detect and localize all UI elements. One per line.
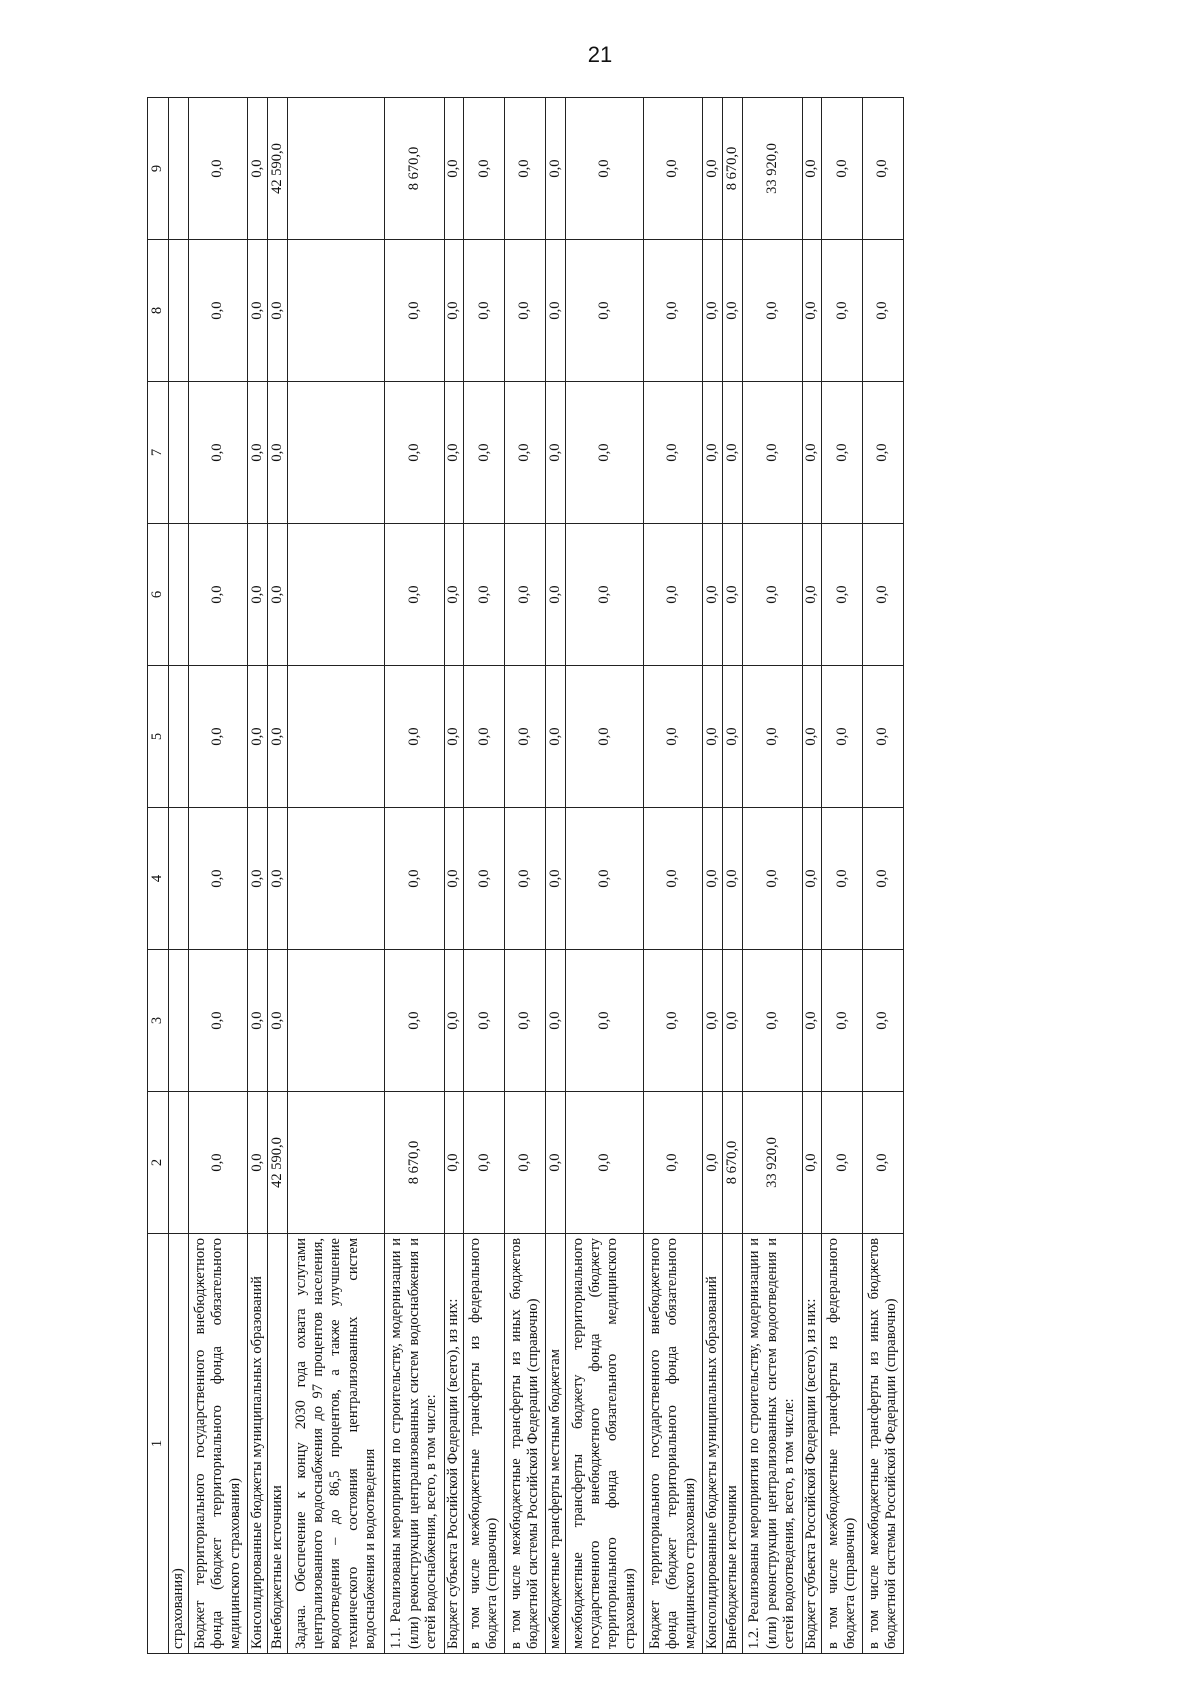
value-cell <box>169 240 189 382</box>
value-cell: 0,0 <box>822 666 863 808</box>
value-cell: 0,0 <box>248 1092 268 1234</box>
value-cell: 0,0 <box>723 240 743 382</box>
value-cell: 0,0 <box>188 1092 248 1234</box>
table-row <box>545 98 565 1654</box>
value-cell: 0,0 <box>802 666 822 808</box>
row-label: в том числе межбюджетные трансферты из федерального бюджета (справочно) <box>822 1234 863 1654</box>
value-cell: 0,0 <box>863 240 904 382</box>
row-label: Бюджет территориального государственного внебюджетного фонда (бюджет территориального фонда обязательного медицинского страхования) <box>188 1234 248 1654</box>
value-cell: 0,0 <box>505 382 546 524</box>
value-cell: 0,0 <box>802 950 822 1092</box>
value-cell: 0,0 <box>643 98 703 240</box>
value-cell: 0,0 <box>565 666 643 808</box>
column-header: 6 <box>148 524 169 666</box>
value-cell: 42 590,0 <box>268 1092 288 1234</box>
table-row <box>505 98 546 1654</box>
value-cell: 0,0 <box>863 524 904 666</box>
value-cell: 0,0 <box>188 524 248 666</box>
value-cell: 0,0 <box>505 666 546 808</box>
column-header: 4 <box>148 808 169 950</box>
value-cell: 8 670,0 <box>723 98 743 240</box>
row-label: межбюджетные трансферты бюджету территориального государственного внебюджетного фонда (бюджету территориального фонда обязательного медицинского страхования) <box>565 1234 643 1654</box>
value-cell: 0,0 <box>444 808 464 950</box>
value-cell: 0,0 <box>643 1092 703 1234</box>
value-cell: 0,0 <box>385 240 445 382</box>
value-cell: 0,0 <box>863 1092 904 1234</box>
table-row <box>268 98 288 1654</box>
row-label: Бюджет субъекта Российской Федерации (всего), из них: <box>802 1234 822 1654</box>
value-cell: 0,0 <box>188 808 248 950</box>
value-cell: 0,0 <box>464 382 505 524</box>
value-cell: 0,0 <box>565 98 643 240</box>
column-header: 9 <box>148 98 169 240</box>
value-cell: 0,0 <box>863 666 904 808</box>
value-cell: 0,0 <box>643 950 703 1092</box>
value-cell: 0,0 <box>743 950 803 1092</box>
value-cell: 33 920,0 <box>743 98 803 240</box>
value-cell: 0,0 <box>743 666 803 808</box>
value-cell: 0,0 <box>545 950 565 1092</box>
column-header: 5 <box>148 666 169 808</box>
value-cell: 0,0 <box>505 240 546 382</box>
value-cell: 0,0 <box>802 1092 822 1234</box>
value-cell: 0,0 <box>385 950 445 1092</box>
value-cell: 8 670,0 <box>723 1092 743 1234</box>
row-label: 1.1. Реализованы мероприятия по строительству, модернизации и (или) реконструкции централизованных систем водоснабжения и сетей водоснабжения, всего, в том числе: <box>385 1234 445 1654</box>
table-row <box>464 98 505 1654</box>
value-cell: 0,0 <box>545 240 565 382</box>
value-cell: 0,0 <box>703 382 723 524</box>
value-cell: 0,0 <box>464 666 505 808</box>
value-cell: 0,0 <box>703 524 723 666</box>
value-cell: 0,0 <box>188 382 248 524</box>
table-row <box>723 98 743 1654</box>
value-cell: 0,0 <box>743 240 803 382</box>
row-label: в том числе межбюджетные трансферты из иных бюджетов бюджетной системы Российской Федерации (справочно) <box>863 1234 904 1654</box>
value-cell: 0,0 <box>723 524 743 666</box>
table-row <box>385 98 445 1654</box>
value-cell: 0,0 <box>444 950 464 1092</box>
value-cell: 0,0 <box>248 240 268 382</box>
value-cell: 0,0 <box>444 98 464 240</box>
row-label: межбюджетные трансферты местным бюджетам <box>545 1234 565 1654</box>
value-cell: 0,0 <box>385 808 445 950</box>
row-label: страхования) <box>169 1234 189 1654</box>
value-cell <box>169 666 189 808</box>
value-cell <box>169 1092 189 1234</box>
value-cell: 0,0 <box>863 382 904 524</box>
value-cell: 0,0 <box>863 808 904 950</box>
value-cell: 0,0 <box>188 240 248 382</box>
value-cell: 0,0 <box>565 950 643 1092</box>
value-cell: 0,0 <box>248 382 268 524</box>
value-cell: 0,0 <box>703 240 723 382</box>
column-header: 3 <box>148 950 169 1092</box>
table-row <box>743 98 803 1654</box>
value-cell <box>287 950 384 1092</box>
value-cell: 0,0 <box>464 240 505 382</box>
row-label: в том числе межбюджетные трансферты из федерального бюджета (справочно) <box>464 1234 505 1654</box>
value-cell: 0,0 <box>385 524 445 666</box>
value-cell: 0,0 <box>188 98 248 240</box>
row-label: в том числе межбюджетные трансферты из иных бюджетов бюджетной системы Российской Федерации (справочно) <box>505 1234 546 1654</box>
value-cell: 0,0 <box>444 666 464 808</box>
value-cell: 0,0 <box>565 382 643 524</box>
page-number: 21 <box>587 42 613 67</box>
row-label: Внебюджетные источники <box>723 1234 743 1654</box>
value-cell: 0,0 <box>385 666 445 808</box>
value-cell: 0,0 <box>643 524 703 666</box>
value-cell: 0,0 <box>505 524 546 666</box>
value-cell: 0,0 <box>268 808 288 950</box>
value-cell <box>287 524 384 666</box>
value-cell <box>287 240 384 382</box>
value-cell: 0,0 <box>545 808 565 950</box>
value-cell <box>287 666 384 808</box>
value-cell: 0,0 <box>723 808 743 950</box>
column-header: 7 <box>148 382 169 524</box>
value-cell: 0,0 <box>565 1092 643 1234</box>
value-cell: 0,0 <box>188 950 248 1092</box>
table-row <box>248 98 268 1654</box>
row-label: 1.2. Реализованы мероприятия по строительству, модернизации и (или) реконструкции централизованных систем водоотведения и сетей водоотведения, всего, в том числе: <box>743 1234 803 1654</box>
value-cell: 0,0 <box>643 666 703 808</box>
value-cell: 0,0 <box>268 240 288 382</box>
value-cell: 0,0 <box>505 808 546 950</box>
value-cell: 0,0 <box>723 666 743 808</box>
value-cell <box>169 950 189 1092</box>
value-cell: 0,0 <box>802 524 822 666</box>
table-row <box>444 98 464 1654</box>
table-body <box>169 98 904 1654</box>
table-row <box>863 98 904 1654</box>
value-cell: 0,0 <box>248 666 268 808</box>
value-cell <box>169 524 189 666</box>
value-cell: 0,0 <box>268 666 288 808</box>
value-cell: 0,0 <box>863 950 904 1092</box>
value-cell: 0,0 <box>743 808 803 950</box>
value-cell <box>169 98 189 240</box>
value-cell: 0,0 <box>444 524 464 666</box>
value-cell: 0,0 <box>385 382 445 524</box>
row-label: Задача. Обеспечение к концу 2030 года охвата услугами централизованного водоснабжения до 97 процентов населения, водоотведения – до 86,5 процентов, а также улучшение технического состояния централизованных систем водоснабжения и водоотведения <box>287 1234 384 1654</box>
value-cell: 0,0 <box>822 950 863 1092</box>
value-cell <box>287 98 384 240</box>
value-cell: 0,0 <box>643 240 703 382</box>
column-header: 8 <box>148 240 169 382</box>
value-cell: 0,0 <box>723 382 743 524</box>
value-cell: 0,0 <box>863 98 904 240</box>
value-cell: 0,0 <box>565 808 643 950</box>
value-cell: 0,0 <box>444 382 464 524</box>
value-cell: 0,0 <box>545 1092 565 1234</box>
value-cell: 0,0 <box>464 950 505 1092</box>
value-cell: 0,0 <box>822 382 863 524</box>
value-cell: 0,0 <box>248 950 268 1092</box>
value-cell: 0,0 <box>643 808 703 950</box>
value-cell: 0,0 <box>248 98 268 240</box>
value-cell: 0,0 <box>802 240 822 382</box>
value-cell: 8 670,0 <box>385 98 445 240</box>
budget-table <box>147 97 904 1654</box>
value-cell: 0,0 <box>248 524 268 666</box>
value-cell: 0,0 <box>723 950 743 1092</box>
row-label: Внебюджетные источники <box>268 1234 288 1654</box>
value-cell: 0,0 <box>743 382 803 524</box>
value-cell: 0,0 <box>464 1092 505 1234</box>
value-cell: 0,0 <box>444 240 464 382</box>
table-row <box>169 98 189 1654</box>
value-cell: 0,0 <box>802 98 822 240</box>
value-cell: 0,0 <box>505 98 546 240</box>
rotated-table-container <box>147 98 904 1654</box>
value-cell: 0,0 <box>822 808 863 950</box>
value-cell: 0,0 <box>188 666 248 808</box>
column-header: 2 <box>148 1092 169 1234</box>
value-cell: 0,0 <box>703 666 723 808</box>
table-row <box>643 98 703 1654</box>
value-cell <box>169 808 189 950</box>
table-row <box>802 98 822 1654</box>
value-cell: 0,0 <box>444 1092 464 1234</box>
table-row <box>822 98 863 1654</box>
value-cell: 0,0 <box>545 666 565 808</box>
value-cell: 0,0 <box>703 1092 723 1234</box>
row-label: Бюджет субъекта Российской Федерации (всего), из них: <box>444 1234 464 1654</box>
value-cell <box>287 808 384 950</box>
value-cell: 0,0 <box>268 382 288 524</box>
table-row <box>188 98 248 1654</box>
value-cell: 0,0 <box>545 524 565 666</box>
value-cell: 0,0 <box>268 950 288 1092</box>
column-number-row <box>148 98 169 1654</box>
value-cell: 0,0 <box>822 98 863 240</box>
value-cell: 0,0 <box>545 382 565 524</box>
value-cell: 0,0 <box>743 524 803 666</box>
value-cell: 0,0 <box>703 98 723 240</box>
value-cell: 0,0 <box>505 1092 546 1234</box>
value-cell <box>287 1092 384 1234</box>
value-cell: 0,0 <box>268 524 288 666</box>
value-cell: 0,0 <box>643 382 703 524</box>
value-cell: 0,0 <box>822 1092 863 1234</box>
value-cell: 0,0 <box>248 808 268 950</box>
value-cell: 0,0 <box>565 524 643 666</box>
value-cell: 0,0 <box>703 808 723 950</box>
value-cell: 0,0 <box>464 808 505 950</box>
value-cell: 0,0 <box>703 950 723 1092</box>
column-header: 1 <box>148 1234 169 1654</box>
value-cell: 0,0 <box>565 240 643 382</box>
value-cell: 0,0 <box>802 382 822 524</box>
row-label: Консолидированные бюджеты муниципальных образований <box>248 1234 268 1654</box>
value-cell: 0,0 <box>822 524 863 666</box>
value-cell: 42 590,0 <box>268 98 288 240</box>
value-cell: 0,0 <box>822 240 863 382</box>
row-label: Бюджет территориального государственного внебюджетного фонда (бюджет территориального фонда обязательного медицинского страхования) <box>643 1234 703 1654</box>
table-row <box>565 98 643 1654</box>
table-row <box>703 98 723 1654</box>
value-cell <box>287 382 384 524</box>
value-cell: 0,0 <box>802 808 822 950</box>
value-cell: 8 670,0 <box>385 1092 445 1234</box>
value-cell: 33 920,0 <box>743 1092 803 1234</box>
value-cell <box>169 382 189 524</box>
value-cell: 0,0 <box>464 98 505 240</box>
row-label: Консолидированные бюджеты муниципальных образований <box>703 1234 723 1654</box>
value-cell: 0,0 <box>464 524 505 666</box>
table-row <box>287 98 384 1654</box>
value-cell: 0,0 <box>505 950 546 1092</box>
value-cell: 0,0 <box>545 98 565 240</box>
